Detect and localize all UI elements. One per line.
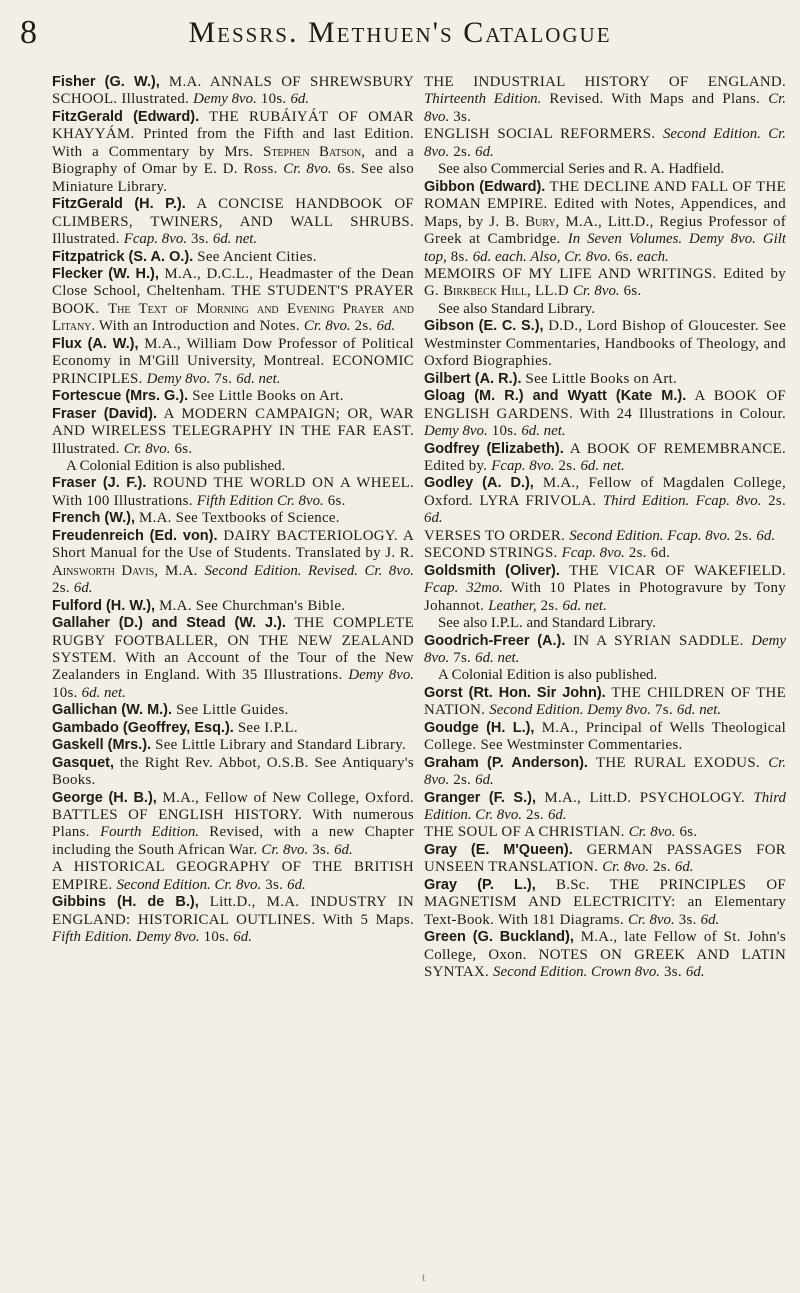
catalogue-entry [52, 790, 414, 860]
entry-text: Thirteenth Edition. [424, 91, 542, 108]
catalogue-entry [52, 720, 414, 737]
entry-text: Cr. 8vo. [572, 283, 620, 300]
entry-text: , and a Biography of Omar by E. D. Ross. [52, 143, 414, 178]
entry-text: Cr. 8vo. [424, 91, 786, 125]
entry-text: THE RURAL EXODUS. [587, 754, 769, 771]
catalogue-entry [52, 702, 414, 719]
entry-text: M.A., Fellow of Magdalen College, Oxford. LYRA FRIVOLA. [424, 475, 786, 509]
entry-text: Fourth Edition. [100, 824, 199, 841]
entry-text: 3s. [674, 911, 701, 928]
entry-text: B.Sc. THE PRINCIPLES OF MAGNETISM AND ELECTRICITY: an Elementary Text-Book. With 181 Diagrams. [424, 876, 786, 928]
entry-text: THE VICAR OF WAKEFIELD. [559, 562, 787, 579]
entry-text: With an Introduction and Notes. [95, 318, 304, 335]
entry-text: Fifth Edition Cr. 8vo. [196, 492, 324, 509]
catalogue-entry [424, 318, 786, 370]
entry-text: 6d. net. [212, 231, 258, 248]
entry-author: Gallaher (D.) and Stead (W. J.). [52, 615, 286, 632]
entry-note: See also Commercial Series and R. A. Hadfield. [438, 161, 725, 178]
entry-text: 6d. [376, 318, 396, 335]
entry-author: Granger (F. S.), [424, 789, 536, 806]
entry-text: 2s. [730, 527, 757, 544]
entry-text: See Little Books on Art. [188, 388, 344, 405]
catalogue-entry [424, 790, 786, 825]
entry-text: 6d. net. [562, 597, 607, 614]
entry-text: THE CHILDREN OF THE NATION. [424, 684, 786, 719]
entry-text: 10s. [487, 423, 522, 440]
entry-text: Cr. 8vo. [261, 841, 309, 858]
entry-author: Gallichan (W. M.). [52, 702, 173, 719]
entry-text: Revised, with a new Chapter including the South African War. [52, 824, 414, 858]
catalogue-entry [424, 388, 786, 440]
entry-text: 6d. [233, 929, 252, 946]
catalogue-entry [424, 441, 786, 476]
entry-author: Gaskell (Mrs.). [52, 737, 152, 754]
entry-text: Bury [525, 213, 556, 230]
catalogue-entry [52, 615, 414, 702]
entry-text: See Little Library and Standard Library. [151, 737, 407, 754]
page-header [0, 0, 800, 62]
entry-author: Fitzpatrick (S. A. O.). [52, 248, 194, 265]
catalogue-entry [52, 249, 414, 266]
entry-text: 6d. [685, 964, 705, 981]
catalogue-entry [424, 877, 786, 929]
entry-text: M.A., D.C.L., Headmaster of the Dean Close School, Cheltenham. THE STUDENT'S PRAYER BOOK. [52, 265, 414, 317]
entry-text: 6d. [290, 91, 310, 108]
entry-note: A Colonial Edition is also published. [438, 667, 658, 684]
entry-text: 6d. [475, 143, 494, 160]
entry-author: Fortescue (Mrs. G.). [52, 388, 189, 405]
entry-text: 7s. [210, 370, 237, 387]
entry-author: Flux (A. W.), [52, 335, 139, 352]
catalogue-entry [52, 336, 414, 388]
entry-text: 2s. [449, 143, 476, 160]
catalogue-entry [424, 545, 786, 562]
entry-text: Second Edition. Revised. Cr. 8vo. [204, 562, 414, 579]
catalogue-entry [52, 859, 414, 894]
entry-text: 6d. [73, 580, 93, 597]
entry-text: 2s. 6d. [624, 545, 671, 562]
entry-author: FitzGerald (H. P.). [52, 196, 186, 213]
entry-text: 6d. net. [676, 702, 722, 719]
entry-text: ENGLISH SOCIAL REFORMERS. [424, 126, 663, 143]
entry-text: Cr. 8vo. [602, 859, 649, 876]
entry-text: 3s. [186, 231, 213, 248]
catalogue-entry [424, 563, 786, 615]
entry-text: A HISTORICAL GEOGRAPHY OF THE BRITISH EMPIRE. [52, 859, 414, 893]
entry-author: Fraser (David). [52, 405, 157, 422]
entry-text: 2s. [536, 597, 563, 614]
entry-text: M.A. See Churchman's Bible. [155, 597, 346, 614]
entry-text: IN A SYRIAN SADDLE. [565, 632, 752, 649]
entry-text: 6d. [287, 876, 306, 893]
entry-text: , M.A., Litt.D., Regius Professor of Greek at Cambridge. [424, 213, 786, 248]
entry-text: 6d. [424, 510, 443, 527]
entry-text: 6d. net. [521, 423, 566, 440]
catalogue-entry [424, 475, 786, 527]
entry-text: M.A. See Textbooks of Science. [134, 510, 340, 527]
entry-text: Demy 8vo. [193, 91, 257, 108]
entry-text: See I.P.L. [233, 719, 298, 736]
entry-text: Second Edition. Fcap. 8vo. [569, 527, 731, 544]
entry-author: Fisher (G. W.), [52, 74, 160, 90]
catalogue-entry [52, 406, 414, 458]
catalogue-entry [52, 74, 414, 109]
catalogue-entry [424, 842, 786, 877]
entry-text: Demy 8vo. [348, 667, 414, 684]
entry-text: Fcap. 8vo. [491, 457, 555, 474]
catalogue-entry [52, 510, 414, 527]
entry-text: 2s. [761, 492, 786, 509]
entry-author: French (W.), [52, 510, 135, 527]
catalogue-entry [52, 755, 414, 790]
entry-text: THE SOUL OF A CHRISTIAN. [424, 824, 629, 841]
entry-author: Freudenreich (Ed. von). [52, 527, 218, 544]
entry-text: Birkbeck Hill [443, 283, 527, 300]
entry-text: 6s. [619, 283, 642, 300]
entry-text: Cr. 8vo. [303, 318, 351, 335]
entry-text: 6d. net. [81, 684, 126, 701]
catalogue-entry [52, 598, 414, 615]
entry-text: THE DECLINE AND FALL OF THE ROMAN EMPIRE. Edited with Notes, Appendices, and Maps, by J. B. [424, 178, 786, 230]
entry-text: 2s. [52, 580, 74, 597]
entry-text: Cr. 8vo. [424, 754, 786, 789]
entry-text: Fcap. 8vo. [561, 545, 625, 562]
entry-text: M.A., Principal of Wells Theological College. See Westminster Commentaries. [424, 719, 787, 754]
entry-text: Second Edition. Crown 8vo. [493, 964, 660, 981]
entry-text: Fcap. 32mo. [424, 580, 504, 597]
page-number: 8 [20, 14, 38, 51]
left-column [52, 74, 414, 947]
entry-text: A BOOK OF REMEMBRANCE. Edited by. [424, 440, 786, 474]
entry-text: 6s. [610, 248, 637, 265]
entry-text: the Right Rev. Abbot, O.S.B. See Antiquary's Books. [52, 754, 414, 789]
entry-text: Fcap. 8vo. [123, 231, 187, 248]
entry-text: M.A., late Fellow of St. John's College, Oxon. NOTES ON GREEK AND LATIN SYNTAX. [424, 929, 786, 981]
entry-text: GERMAN PASSAGES FOR UNSEEN TRANSLATION. [424, 841, 787, 876]
entry-text: 6d. [475, 772, 494, 789]
entry-text: 3s. [261, 876, 288, 893]
entry-author: Gilbert (A. R.). [424, 370, 522, 387]
entry-text: 2s. [449, 772, 476, 789]
entry-text: 2s. [350, 318, 377, 335]
catalogue-entry [52, 475, 414, 510]
entry-text: Cr. 8vo. [627, 911, 675, 928]
catalogue-entry [52, 196, 414, 248]
entry-text: each. [636, 248, 669, 265]
entry-text: The Text of Morning and Evening Prayer and Litany. [52, 300, 414, 335]
entry-author: Gorst (Rt. Hon. Sir John). [424, 684, 606, 701]
entry-text: Second Edition. Cr. 8vo. [424, 126, 786, 160]
entry-text: 6d. net. [236, 370, 281, 387]
entry-text: Stephen Batson [263, 143, 362, 160]
catalogue-entry [52, 109, 414, 196]
entry-author: Gasquet, [52, 754, 115, 771]
running-head: Messrs. Methuen's Catalogue [188, 16, 612, 49]
entry-text: THE INDUSTRIAL HISTORY OF ENGLAND. [424, 74, 786, 90]
entry-text: Revised. With Maps and Plans. [541, 91, 769, 108]
entry-text: Leather, [488, 597, 537, 614]
entry-text: A MODERN CAMPAIGN; OR, WAR AND WIRELESS TELEGRAPHY IN THE FAR EAST. Illustrated. [52, 405, 414, 457]
entry-author: FitzGerald (Edward). [52, 108, 200, 125]
entry-text: Demy 8vo. [146, 370, 211, 387]
entry-text: DAIRY BACTERIOLOGY. A Short Manual for the Use of Students. Translated by J. R. [52, 527, 414, 562]
entry-text: VERSES TO ORDER. [424, 527, 570, 544]
entry-text: 10s. [52, 684, 82, 701]
entry-text: Cr. 8vo. [283, 161, 332, 178]
entry-text: MEMOIRS OF MY LIFE AND WRITINGS. Edited by G. [424, 265, 786, 300]
entry-text: M.A. ANNALS OF SHREWSBURY SCHOOL. Illustrated. [52, 74, 414, 108]
entry-author: George (H. B.), [52, 789, 157, 806]
entry-text: 6d. [334, 841, 353, 858]
entry-author: Goodrich-Freer (A.). [424, 632, 566, 649]
entry-author: Gray (E. M'Queen). [424, 841, 573, 858]
catalogue-entry [52, 894, 414, 946]
entry-text: A BOOK OF ENGLISH GARDENS. With 24 Illustrations in Colour. [424, 388, 786, 422]
right-column [424, 74, 786, 982]
entry-note: A Colonial Edition is also published. [66, 457, 286, 474]
footer-mark: t [422, 1270, 426, 1284]
entry-text: M.A., William Dow Professor of Political Economy in M'Gill University, Montreal. ECONOMIC PRINCIPLES. [52, 335, 414, 387]
catalogue-entry [424, 824, 786, 841]
entry-text: 6s. See also Miniature Library. [52, 161, 414, 195]
entry-text: Cr. 8vo. [628, 824, 676, 841]
entry-text: See Little Guides. [172, 702, 289, 719]
entry-text: 7s. [650, 702, 677, 719]
catalogue-entry [52, 266, 414, 336]
catalogue-entry [424, 528, 786, 545]
entry-text: Second Edition. Demy 8vo. [489, 702, 651, 719]
entry-text: 6s. [323, 492, 346, 509]
entry-text: Third Edition. Cr. 8vo. [424, 789, 786, 824]
entry-author: Green (G. Buckland), [424, 929, 574, 946]
entry-text: THE COMPLETE RUGBY FOOTBALLER, ON THE NEW ZEALAND SYSTEM. With an Account of the Tour of the New Zealanders in England. With 35 Illustrations. [52, 615, 414, 684]
catalogue-entry [52, 737, 414, 754]
entry-text: See Ancient Cities. [193, 248, 317, 265]
entry-text: , LL.D [526, 283, 573, 300]
catalogue-entry [424, 266, 786, 301]
catalogue-entry [424, 685, 786, 720]
entry-author: Goldsmith (Oliver). [424, 562, 560, 579]
entry-note: See also I.P.L. and Standard Library. [438, 615, 656, 632]
catalogue-entry [424, 74, 786, 126]
catalogue-entry [424, 755, 786, 790]
entry-text: 3s. [308, 841, 335, 858]
entry-text: D.D., Lord Bishop of Gloucester. See Westminster Commentaries, Handbooks of Theology, and Oxford Biographies. [424, 318, 786, 370]
entry-text: Third Edition. Fcap. 8vo. [602, 492, 762, 509]
entry-text: Fifth Edition. Demy 8vo. [52, 929, 200, 946]
catalogue-entry [424, 179, 786, 266]
entry-text: Demy 8vo. [424, 423, 488, 440]
entry-note: See also Standard Library. [438, 300, 595, 317]
catalogue-entry [424, 929, 786, 981]
entry-text: Ainsworth Davis [52, 562, 155, 579]
entry-text: 6s. [675, 824, 698, 841]
entry-text: 6s. [170, 440, 193, 457]
entry-author: Gibbins (H. de B.), [52, 894, 199, 911]
entry-text: M.A., Fellow of New College, Oxford. BATTLES OF ENGLISH HISTORY. With numerous Plans. [52, 789, 415, 841]
entry-text: 6d. [700, 911, 720, 928]
entry-text: 6d. [674, 859, 694, 876]
catalogue-entry [424, 633, 786, 668]
entry-text: 6d. each. Also, Cr. 8vo. [472, 248, 611, 265]
entry-author: Goudge (H. L.), [424, 719, 535, 736]
catalogue-entry [424, 720, 786, 755]
entry-author: Gibbon (Edward). [424, 178, 546, 195]
entry-text: 6d. net. [475, 649, 520, 666]
entry-text: 3s. [449, 108, 472, 125]
entry-author: Gibson (E. C. S.), [424, 318, 544, 335]
entry-text: SECOND STRINGS. [424, 545, 562, 562]
entry-text: A CONCISE HANDBOOK OF CLIMBERS, TWINERS, AND WALL SHRUBS. Illustrated. [52, 196, 414, 248]
entry-author: Gloag (M. R.) and Wyatt (Kate M.). [424, 388, 687, 405]
entry-author: Flecker (W. H.), [52, 265, 159, 282]
catalogue-entry [52, 388, 414, 405]
entry-text: Second Edition. Cr. 8vo. [116, 876, 262, 893]
entry-text: 6d. [756, 527, 776, 544]
catalogue-entry [424, 126, 786, 161]
entry-text: 2s. [522, 807, 548, 824]
entry-text: 7s. [449, 649, 476, 666]
entry-text: 10s. [199, 929, 234, 946]
entry-author: Gray (P. L.), [424, 876, 536, 893]
entry-author: Fraser (J. F.). [52, 475, 147, 492]
entry-text: Cr. 8vo. [123, 440, 171, 457]
entry-text: 10s. [256, 91, 291, 108]
entry-text: , M.A. [154, 562, 205, 579]
entry-text: THE RUBÁIYÁT OF OMAR KHAYYÁM. Printed from the Fifth and last Edition. With a Commentary by Mrs. [52, 108, 414, 160]
entry-text: 6d. net. [580, 457, 625, 474]
entry-text: 2s. [648, 859, 675, 876]
entry-text: Litt.D., M.A. INDUSTRY IN ENGLAND: HISTORICAL OUTLINES. With 5 Maps. [52, 894, 414, 928]
entry-author: Graham (P. Anderson). [424, 754, 588, 771]
entry-author: Godley (A. D.), [424, 475, 534, 492]
entry-author: Fulford (H. W.), [52, 597, 156, 614]
entry-text: 8s. [446, 248, 473, 265]
entry-text: In Seven Volumes. Demy 8vo. Gilt top, [424, 231, 786, 265]
catalogue-entry [424, 371, 786, 388]
catalogue-entry [52, 528, 414, 598]
entry-text: M.A., Litt.D. PSYCHOLOGY. [535, 789, 754, 806]
entry-text: See Little Books on Art. [521, 370, 678, 387]
entry-author: Gambado (Geoffrey, Esq.). [52, 719, 234, 736]
entry-text: 2s. [554, 457, 581, 474]
entry-text: Demy 8vo. [424, 632, 786, 666]
entry-text: ROUND THE WORLD ON A WHEEL. With 100 Illustrations. [52, 475, 415, 509]
entry-text: 3s. [660, 964, 686, 981]
entry-text: With 10 Plates in Photogravure by Tony Johannot. [424, 580, 787, 614]
entry-author: Godfrey (Elizabeth). [424, 440, 564, 457]
entry-text: 6d. [547, 807, 567, 824]
